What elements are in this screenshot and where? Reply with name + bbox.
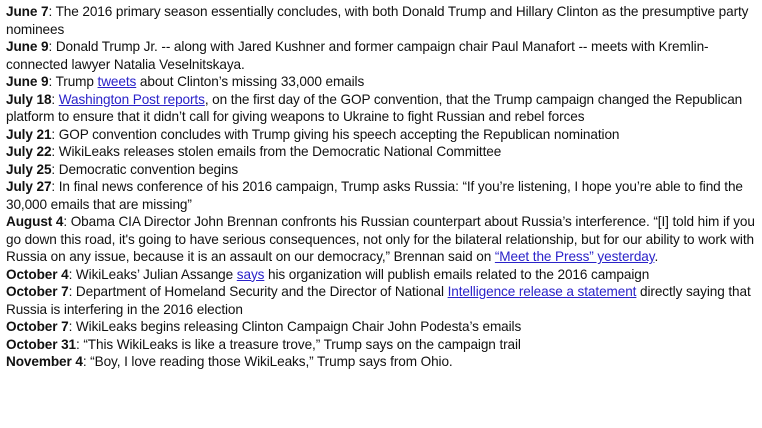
entry-date: October 7 <box>6 319 69 334</box>
timeline-entry <box>6 283 756 318</box>
entry-text: : WikiLeaks’ Julian Assange <box>68 266 237 282</box>
timeline-entry <box>6 353 756 371</box>
entry-date: October 7 <box>6 284 69 299</box>
timeline-entry <box>6 266 756 284</box>
entry-date: November 4 <box>6 354 83 369</box>
entry-date: August 4 <box>6 214 64 229</box>
entry-text: : WikiLeaks begins releasing Clinton Campaign Chair John Podesta’s emails <box>68 319 522 334</box>
timeline-entry <box>6 213 756 266</box>
entry-date: July 27 <box>6 179 52 194</box>
timeline-entry <box>6 336 756 354</box>
entry-date: July 25 <box>6 161 52 177</box>
entry-link[interactable]: “Meet the Press” yesterday <box>494 249 655 264</box>
entry-text: : WikiLeaks releases stolen emails from the Democratic National Committee <box>51 144 502 159</box>
entry-text: : “This WikiLeaks is like a treasure trove,” Trump says on the campaign trail <box>76 336 521 352</box>
entry-link[interactable]: says <box>236 266 265 282</box>
entry-date: October 4 <box>6 266 69 282</box>
timeline-entry <box>6 73 756 91</box>
entry-text: : “Boy, I love reading those WikiLeaks,” Trump says from Ohio. <box>82 354 453 369</box>
timeline-entry <box>6 178 756 213</box>
timeline-entry <box>6 91 756 126</box>
entry-text: : Trump <box>48 74 98 89</box>
timeline-entry <box>6 3 756 38</box>
entry-date: October 31 <box>6 336 77 352</box>
entry-text: . <box>654 249 659 264</box>
entry-link[interactable]: Intelligence release a statement <box>447 284 637 299</box>
entry-date: June 7 <box>6 4 49 19</box>
entry-date: June 9 <box>6 39 49 54</box>
entry-text: his organization will publish emails related to the 2016 campaign <box>264 266 650 282</box>
entry-date: June 9 <box>6 74 49 89</box>
entry-link[interactable]: Washington Post reports <box>58 91 205 107</box>
entry-text: about Clinton’s missing 33,000 emails <box>136 74 365 89</box>
entry-text: : Democratic convention begins <box>51 161 239 177</box>
timeline-entry <box>6 161 756 179</box>
entry-date: July 22 <box>6 144 52 159</box>
entry-text: : The 2016 primary season essentially concludes, with both Donald Trump and Hillary Clinton as the presumptive party nominees <box>6 4 749 37</box>
entry-text: : Obama CIA Director John Brennan confronts his Russian counterpart about Russia’s interference. “[I] told him if you go down this road, it's going to have serious consequences, not only for the bilateral relationship, but for our ability to work with Russia on any issue, because it is an assault on our democracy,” Brennan said on <box>6 214 755 264</box>
entry-text: : In final news conference of his 2016 campaign, Trump asks Russia: “If you’re listening, I hope you’re able to find the 30,000 emails that are missing” <box>6 179 743 212</box>
entry-date: July 18 <box>6 91 52 107</box>
timeline-entry <box>6 318 756 336</box>
entry-text: : <box>51 91 59 107</box>
entry-text: : Department of Homeland Security and the Director of National <box>68 284 448 299</box>
entry-date: July 21 <box>6 126 52 142</box>
timeline-entry <box>6 143 756 161</box>
timeline-entry <box>6 38 756 73</box>
entry-text: : Donald Trump Jr. -- along with Jared Kushner and former campaign chair Paul Manafort -- meets with Kremlin-connected lawyer Natalia Veselnitskaya. <box>6 39 709 72</box>
entry-link[interactable]: tweets <box>97 74 137 89</box>
entry-text: , on the first day of the GOP convention, that the Trump campaign changed the Republican platform to ensure that it didn’t call for giving weapons to Ukraine to fight Russian and rebel forces <box>6 91 743 124</box>
timeline-entry <box>6 126 756 144</box>
entry-text: directly saying that Russia is interfering in the 2016 election <box>6 284 751 317</box>
entry-text: : GOP convention concludes with Trump giving his speech accepting the Republican nomination <box>51 126 620 142</box>
